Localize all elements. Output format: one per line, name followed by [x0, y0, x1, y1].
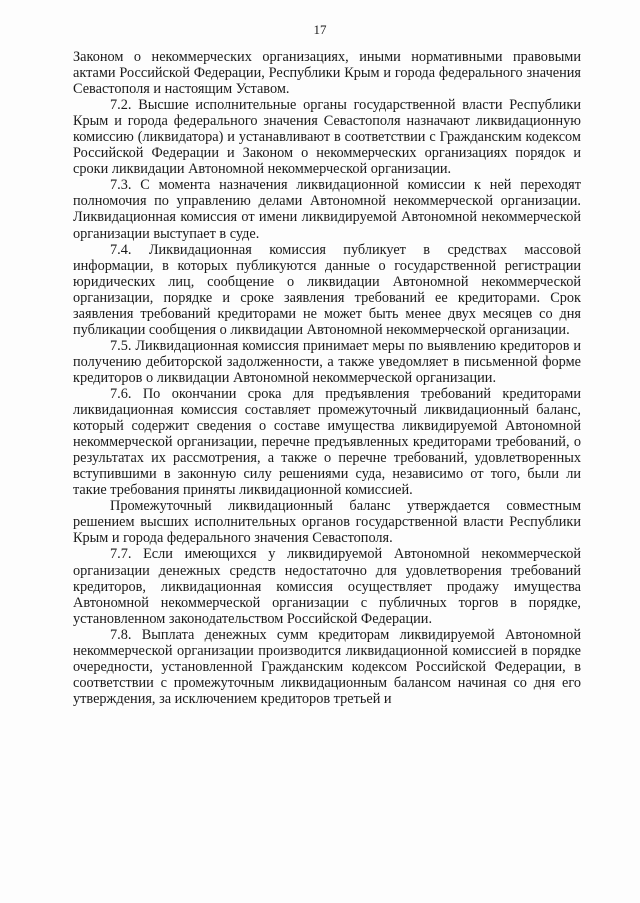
page-number: 17 [313, 22, 327, 37]
paragraph-7-4: 7.4. Ликвидационная комиссия публикует в средствах массовой информации, в которых публикуются данные о государственной регистрации юридических лиц, сообщение о ликвидации Автономной некоммерческой организации, порядке и сроке заявления требований ее кредиторами. Срок заявления требований кредиторами не может быть менее двух месяцев со дня публикации сообщения о ликвидации Автономной некоммерческой организации. [73, 241, 581, 338]
paragraph-continuation: Законом о некоммерческих организациях, иными нормативными правовыми актами Российской Федерации, Республики Крым и города федерального значения Севастополя и настоящим Уставом. [73, 49, 581, 98]
document-body [73, 49, 581, 707]
paragraph-interim-balance: Промежуточный ликвидационный баланс утверждается совместным решением высших исполнительных органов государственной власти Республики Крым и города федерального значения Севастополя. [73, 498, 581, 547]
paragraph-7-5: 7.5. Ликвидационная комиссия принимает меры по выявлению кредиторов и получению дебиторской задолженности, а также уведомляет в письменной форме кредиторов о ликвидации Автономной некоммерческой организации. [73, 337, 581, 386]
paragraph-7-2: 7.2. Высшие исполнительные органы государственной власти Республики Крым и города федерального значения Севастополя назначают ликвидационную комиссию (ликвидатора) и устанавливают в соответствии с Гражданским кодексом Российской Федерации и Законом о некоммерческих организациях порядок и сроки ликвидации Автономной некоммерческой организации. [73, 97, 581, 178]
paragraph-7-8: 7.8. Выплата денежных сумм кредиторам ликвидируемой Автономной некоммерческой организации производится ликвидационной комиссией в порядке очередности, установленной Гражданским кодексом Российской Федерации, в соответствии с промежуточным ликвидационным балансом начиная со дня его утверждения, за исключением кредиторов третьей и [73, 626, 581, 707]
paragraph-7-7: 7.7. Если имеющихся у ликвидируемой Автономной некоммерческой организации денежных средств недостаточно для удовлетворения требований кредиторов, ликвидационная комиссия осуществляет продажу имущества Автономной некоммерческой организации с публичных торгов в порядке, установленном законодательством Российской Федерации. [73, 546, 581, 627]
paragraph-7-3: 7.3. С момента назначения ликвидационной комиссии к ней переходят полномочия по управлению делами Автономной некоммерческой организации. Ликвидационная комиссия от имени ликвидируемой Автономной некоммерческой организации выступает в суде. [73, 177, 581, 242]
paragraph-7-6: 7.6. По окончании срока для предъявления требований кредиторами ликвидационная комиссия составляет промежуточный ликвидационный баланс, который содержит сведения о составе имущества ликвидируемой Автономной некоммерческой организации, перечне предъявленных кредиторами требований, о результатах их рассмотрения, а также о перечне требований, удовлетворенных вступившими в законную силу решениями суда, независимо от того, были ли такие требования приняты ликвидационной комиссией. [73, 385, 581, 499]
